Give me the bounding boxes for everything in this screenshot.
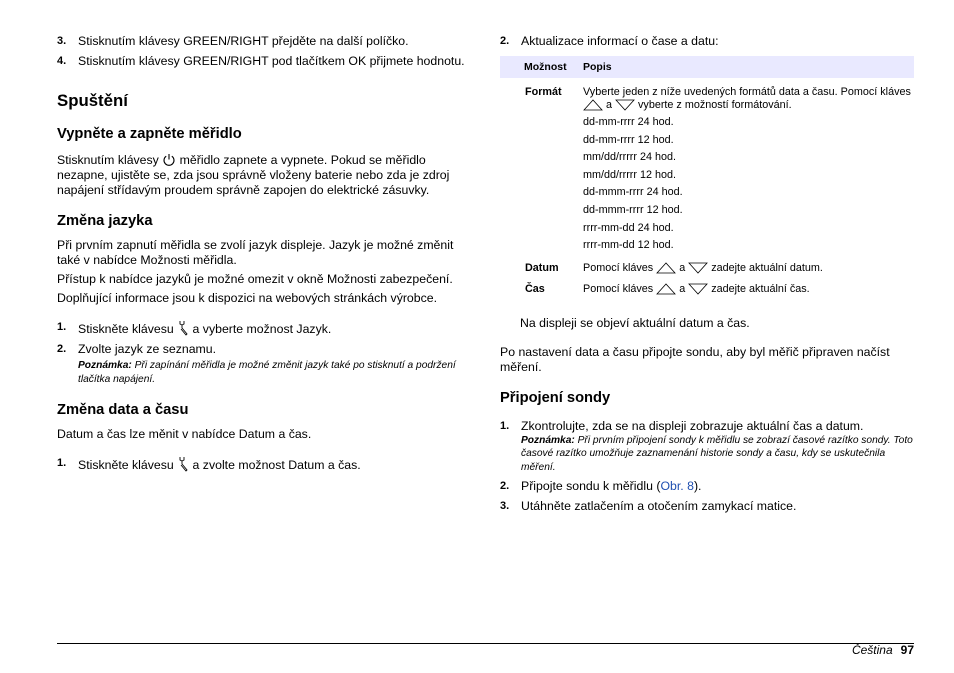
step-3 (57, 34, 477, 49)
step-number: 1. (57, 457, 67, 469)
note-label: Poznámka: (521, 434, 575, 446)
step-text: Zvolte jazyk ze seznamu. (78, 342, 217, 356)
step-text-after: a vyberte možnost Jazyk. (192, 322, 332, 336)
down-arrow-key-icon (615, 99, 635, 111)
step-number: 1. (57, 321, 67, 333)
wrench-icon (177, 456, 189, 472)
figure-link[interactable]: Obr. 8 (660, 479, 694, 494)
format-desc-before: Vyberte jeden z níže uvedených formátů data a času. Pomocí kláves (583, 86, 911, 98)
step-text: Stisknutím klávesy GREEN/RIGHT pod tlačítkem OK přijmete hodnotu. (78, 54, 465, 68)
format-item: dd-mmm-rrrr 24 hod. (583, 186, 683, 199)
step-number: 3. (57, 35, 67, 47)
down-arrow-key-icon (688, 283, 708, 295)
step-text-after: ). (693, 479, 702, 494)
power-icon (162, 153, 176, 167)
footer-divider (57, 643, 914, 644)
jazyk-paragraph-1: Při prvním zapnutí měřidla se zvolí jazyk displeje. Jazyk je možné změnit také v nabídce Možnosti měřidla. (57, 238, 454, 267)
probe-step-2 (500, 479, 915, 494)
left-column (57, 30, 477, 473)
datum-step-1 (57, 456, 477, 473)
step-number: 3. (500, 500, 510, 513)
wrench-icon (177, 320, 189, 336)
format-item: dd-mmm-rrrr 12 hod. (583, 203, 683, 216)
jazyk-paragraph-2: Přístup k nabídce jazyků je možné omezit v okně Možnosti zabezpečení. (57, 272, 453, 286)
probe-paragraph: Po nastavení data a času připojte sondu, aby byl měřič připraven načíst měření. (500, 344, 890, 374)
cas-desc-before: Pomocí kláves (583, 282, 654, 295)
power-text-after: měřidlo zapnete a vypnete. Pokud se měřidlo nezapne, ujistěte se, zda jsou správně vloženy baterie nebo zda je zdroj napájení střídavým proudem správně zapojen do elektrické zásuvky. (57, 153, 450, 197)
format-item: dd-mm-rrrr 12 hod. (583, 133, 674, 146)
row-label-cas: Čas (525, 282, 545, 295)
jazyk-step-2 (57, 342, 477, 386)
step-number: 2. (500, 35, 510, 47)
format-desc-mid: a (606, 99, 613, 111)
heading-spusteni: Spuštění (57, 91, 128, 110)
footer-language: Čeština (851, 643, 893, 657)
row-desc-format (580, 78, 914, 255)
format-item: rrrr-mm-dd 12 hod. (583, 239, 674, 252)
up-arrow-key-icon (656, 262, 676, 274)
power-text-before: Stisknutím klávesy (57, 153, 159, 167)
datum-paragraph: Datum a čas lze měnit v nabídce Datum a čas. (57, 427, 312, 441)
format-item: mm/dd/rrrrr 24 hod. (583, 151, 676, 164)
datum-desc-after: zadejte aktuální datum. (711, 261, 823, 274)
table-header-row (500, 56, 914, 78)
jazyk-step-1 (57, 320, 477, 337)
step-4 (57, 54, 477, 69)
datum-desc-before: Pomocí kláves (583, 261, 654, 274)
step-2-update (500, 34, 915, 49)
page-footer (852, 643, 914, 657)
up-arrow-key-icon (656, 283, 676, 295)
options-table (500, 56, 914, 295)
probe-step-1 (500, 419, 915, 475)
cas-desc-after: zadejte aktuální čas. (711, 282, 810, 295)
probe-note (521, 434, 915, 475)
up-arrow-key-icon (583, 99, 603, 111)
row-desc-cas (580, 274, 914, 295)
column-header-option: Možnost (500, 56, 580, 78)
format-item: rrrr-mm-dd 24 hod. (583, 221, 674, 234)
heading-datum: Změna data a času (57, 402, 189, 418)
datum-desc-mid: a (679, 261, 686, 274)
format-list (583, 114, 914, 255)
step-text-before: Stiskněte klávesu (78, 322, 174, 336)
right-column (500, 30, 915, 514)
step-number: 1. (500, 419, 510, 432)
step-text: Stisknutím klávesy GREEN/RIGHT přejděte na další políčko. (78, 34, 409, 48)
heading-pripojeni: Připojení sondy (500, 389, 611, 406)
row-label-format: Formát (525, 86, 562, 98)
row-desc-datum (580, 255, 914, 274)
step-text-before: Stiskněte klávesu (78, 458, 174, 472)
heading-vypnete: Vypněte a zapněte měřidlo (57, 126, 242, 142)
probe-step-3 (500, 499, 915, 514)
note-text: Při zapínání měřidla je možné změnit jazyk také po stisknutí a podržení tlačítka napájení. (78, 360, 456, 385)
column-header-description: Popis (580, 56, 914, 78)
format-item: dd-mm-rrrr 24 hod. (583, 116, 674, 128)
step-number: 2. (500, 480, 510, 493)
note-text: Při prvním připojení sondy k měřidlu se zobrazí časové razítko sondy. Toto časové razítko umožňuje zaznamenání historie sondy a času, kdy se uskutečnila měření. (521, 434, 913, 473)
heading-jazyk: Změna jazyka (57, 213, 153, 229)
table-row-format (500, 78, 914, 255)
power-paragraph (57, 153, 477, 198)
down-arrow-key-icon (688, 262, 708, 274)
step-text-after: a zvolte možnost Datum a čas. (192, 458, 361, 472)
step-number: 2. (57, 343, 67, 355)
after-table-text: Na displeji se objeví aktuální datum a čas. (520, 315, 750, 330)
cas-desc-mid: a (679, 282, 686, 295)
step-number: 4. (57, 55, 67, 67)
table-row-datum (500, 255, 914, 274)
jazyk-note (78, 359, 477, 386)
note-label: Poznámka: (78, 360, 132, 371)
row-label-datum: Datum (525, 261, 559, 274)
step-text: Aktualizace informací o čase a datu: (521, 34, 719, 48)
jazyk-paragraph-3: Doplňující informace jsou k dispozici na webových stránkách výrobce. (57, 291, 438, 305)
table-row-cas (500, 274, 914, 295)
step-text-before: Připojte sondu k měřidlu ( (521, 479, 661, 494)
format-desc-after: vyberte z možností formátování. (638, 99, 792, 111)
step-text: Zkontrolujte, zda se na displeji zobrazuje aktuální čas a datum. (521, 418, 864, 433)
format-item: mm/dd/rrrrr 12 hod. (583, 168, 676, 181)
format-description (583, 86, 914, 112)
page-number: 97 (900, 643, 914, 657)
step-text: Utáhněte zatlačením a otočením zamykací matice. (521, 499, 797, 514)
